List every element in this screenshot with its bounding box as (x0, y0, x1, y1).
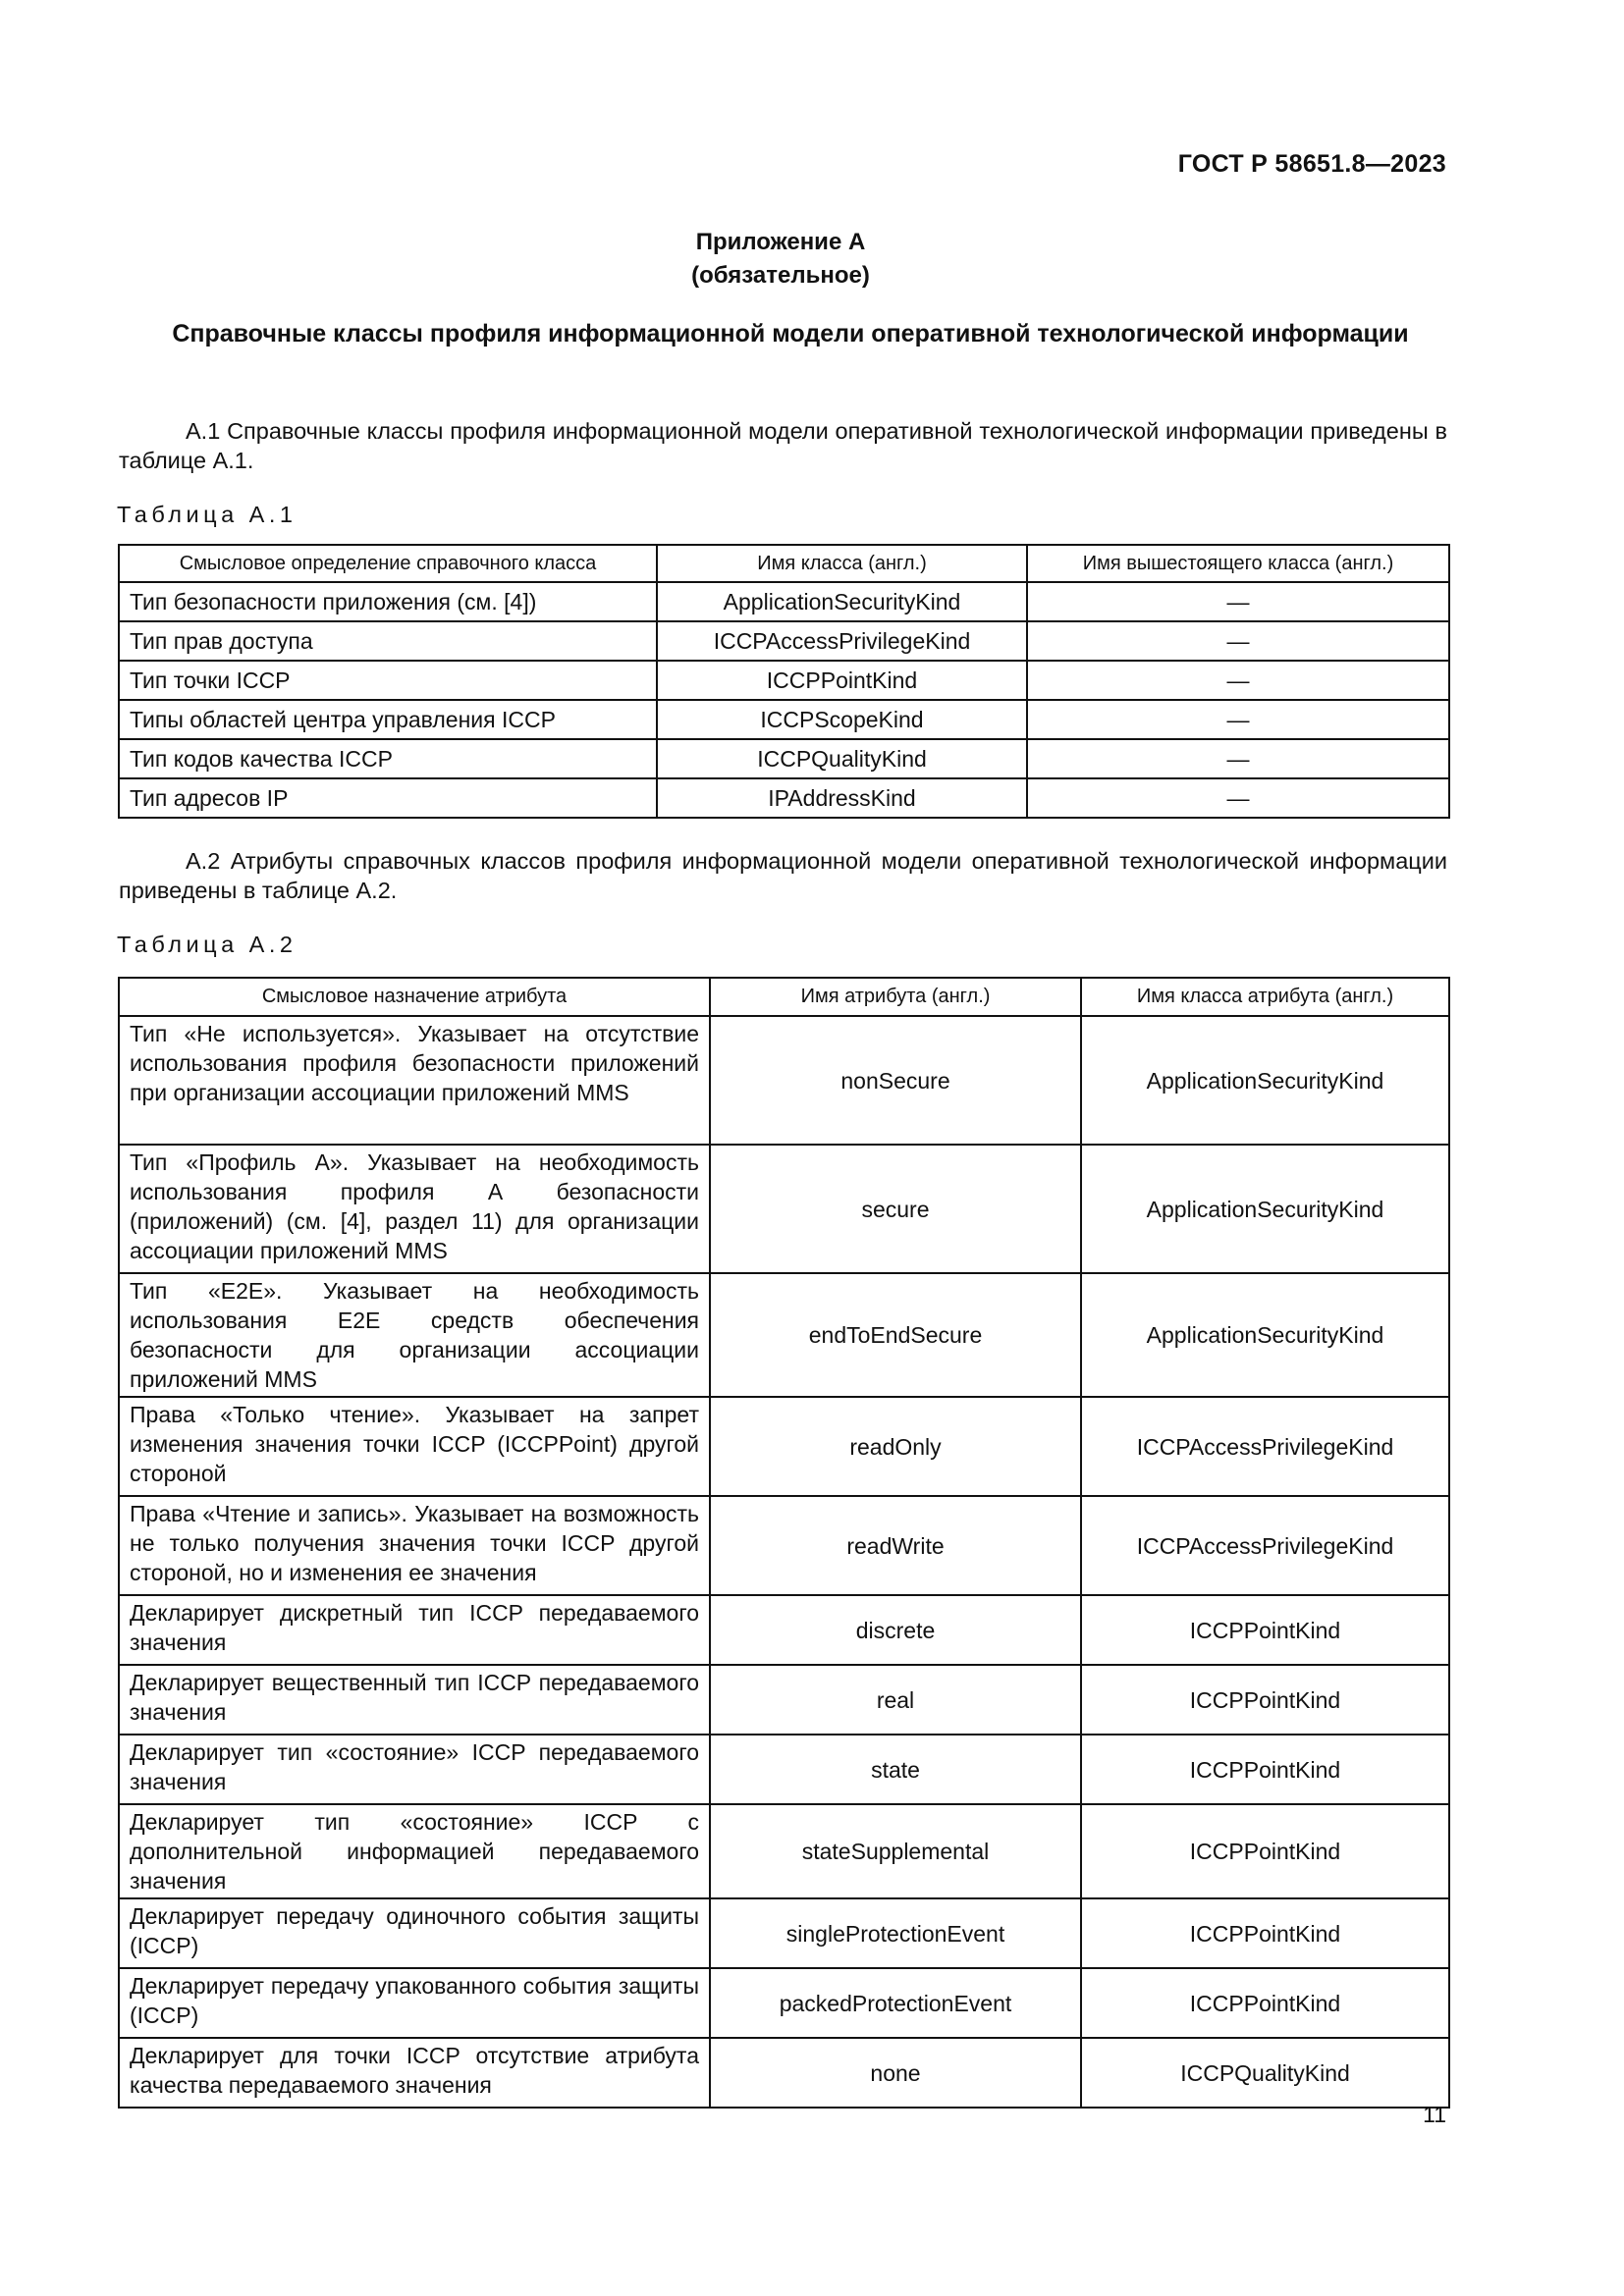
table-row (119, 621, 1449, 661)
class-name-cell: ICCPAccessPrivilegeKind (657, 621, 1027, 661)
attribute-description-cell: Декларирует дискретный тип ICCP передаваемого значения (119, 1595, 710, 1665)
table-row (119, 1496, 1449, 1595)
paragraph-a1: А.1 Справочные классы профиля информационной модели оперативной технологической информации приведены в таблице А.1. (119, 418, 1447, 473)
table-row (119, 1397, 1449, 1496)
attribute-class-cell: ICCPPointKind (1081, 1804, 1449, 1898)
paragraph-a2: А.2 Атрибуты справочных классов профиля информационной модели оперативной технологической информации приведены в таблице А.2. (119, 848, 1447, 903)
table-row (119, 1804, 1449, 1898)
table-row (119, 778, 1449, 818)
attribute-class-cell: ApplicationSecurityKind (1081, 1016, 1449, 1145)
parent-class-cell: — (1027, 778, 1449, 818)
table-a2 (118, 977, 1450, 2109)
table-row (119, 2038, 1449, 2108)
class-definition-cell: Тип кодов качества ICCP (119, 739, 657, 778)
table-row (119, 1016, 1449, 1145)
table-row (119, 1665, 1449, 1735)
annex-label: Приложение А (695, 229, 866, 255)
attribute-class-cell: ApplicationSecurityKind (1081, 1273, 1449, 1397)
attribute-name-cell: readWrite (710, 1496, 1081, 1595)
attribute-description-cell: Декларирует передачу упакованного события защиты (ICCP) (119, 1968, 710, 2038)
class-definition-cell: Тип безопасности приложения (см. [4]) (119, 582, 657, 621)
class-name-cell: ICCPPointKind (657, 661, 1027, 700)
class-name-cell: ApplicationSecurityKind (657, 582, 1027, 621)
attribute-description-cell: Тип «Профиль А». Указывает на необходимость использования профиля А безопасности (приложений) (см. [4], раздел 11) для организации ассоциации приложений MMS (119, 1145, 710, 1273)
column-header: Имя вышестоящего класса (англ.) (1027, 545, 1449, 582)
parent-class-cell: — (1027, 621, 1449, 661)
class-definition-cell: Тип точки ICCP (119, 661, 657, 700)
attribute-description-cell: Тип «Не используется». Указывает на отсутствие использования профиля безопасности приложений при организации ассоциации приложений MMS (119, 1016, 710, 1145)
table-a2-caption: Таблица А.2 (117, 932, 298, 957)
attribute-description-cell: Декларирует передачу одиночного события защиты (ICCP) (119, 1898, 710, 1968)
annex-title: Справочные классы профиля информационной модели оперативной технологической информации (172, 320, 1409, 347)
table-row (119, 700, 1449, 739)
class-definition-cell: Типы областей центра управления ICCP (119, 700, 657, 739)
annex-status: (обязательное) (691, 262, 870, 289)
attribute-class-cell: ICCPPointKind (1081, 1968, 1449, 2038)
parent-class-cell: — (1027, 739, 1449, 778)
column-header: Имя атрибута (англ.) (710, 978, 1081, 1016)
column-header: Смысловое определение справочного класса (119, 545, 657, 582)
column-header: Имя класса (англ.) (657, 545, 1027, 582)
table-row (119, 1145, 1449, 1273)
class-name-cell: ICCPScopeKind (657, 700, 1027, 739)
column-header: Имя класса атрибута (англ.) (1081, 978, 1449, 1016)
attribute-description-cell: Декларирует тип «состояние» ICCP передаваемого значения (119, 1735, 710, 1804)
attribute-name-cell: readOnly (710, 1397, 1081, 1496)
attribute-class-cell: ICCPAccessPrivilegeKind (1081, 1496, 1449, 1595)
attribute-name-cell: secure (710, 1145, 1081, 1273)
document-code: ГОСТ Р 58651.8—2023 (1177, 150, 1446, 178)
parent-class-cell: — (1027, 582, 1449, 621)
attribute-class-cell: ApplicationSecurityKind (1081, 1145, 1449, 1273)
annex-heading (118, 226, 1443, 293)
attribute-name-cell: none (710, 2038, 1081, 2108)
attribute-description-cell: Права «Чтение и запись». Указывает на возможность не только получения значения точки ICCP другой стороной, но и изменения ее значения (119, 1496, 710, 1595)
table-row (119, 1968, 1449, 2038)
column-header: Смысловое назначение атрибута (119, 978, 710, 1016)
attribute-class-cell: ICCPPointKind (1081, 1595, 1449, 1665)
parent-class-cell: — (1027, 661, 1449, 700)
parent-class-cell: — (1027, 700, 1449, 739)
attribute-description-cell: Декларирует для точки ICCP отсутствие атрибута качества передаваемого значения (119, 2038, 710, 2108)
attribute-description-cell: Декларирует тип «состояние» ICCP с дополнительной информацией передаваемого значения (119, 1804, 710, 1898)
table-header-row (119, 978, 1449, 1016)
table-a1 (118, 544, 1450, 819)
table-row (119, 1735, 1449, 1804)
page-number: 11 (1423, 2102, 1446, 2127)
table-row (119, 582, 1449, 621)
attribute-class-cell: ICCPPointKind (1081, 1665, 1449, 1735)
attribute-description-cell: Декларирует вещественный тип ICCP передаваемого значения (119, 1665, 710, 1735)
class-name-cell: ICCPQualityKind (657, 739, 1027, 778)
table-row (119, 1273, 1449, 1397)
class-definition-cell: Тип прав доступа (119, 621, 657, 661)
table-row (119, 739, 1449, 778)
attribute-name-cell: real (710, 1665, 1081, 1735)
table-header-row (119, 545, 1449, 582)
table-row (119, 1898, 1449, 1968)
table-a1-caption: Таблица А.1 (117, 502, 298, 527)
attribute-name-cell: discrete (710, 1595, 1081, 1665)
attribute-description-cell: Тип «Е2Е». Указывает на необходимость использования Е2Е средств обеспечения безопасности для организации ассоциации приложений MMS (119, 1273, 710, 1397)
attribute-class-cell: ICCPPointKind (1081, 1735, 1449, 1804)
attribute-name-cell: stateSupplemental (710, 1804, 1081, 1898)
attribute-name-cell: state (710, 1735, 1081, 1804)
class-definition-cell: Тип адресов IP (119, 778, 657, 818)
class-name-cell: IPAddressKind (657, 778, 1027, 818)
attribute-class-cell: ICCPPointKind (1081, 1898, 1449, 1968)
attribute-name-cell: singleProtectionEvent (710, 1898, 1081, 1968)
table-row (119, 661, 1449, 700)
attribute-class-cell: ICCPQualityKind (1081, 2038, 1449, 2108)
attribute-name-cell: endToEndSecure (710, 1273, 1081, 1397)
attribute-description-cell: Права «Только чтение». Указывает на запрет изменения значения точки ICCP (ICCPPoint) другой стороной (119, 1397, 710, 1496)
attribute-name-cell: packedProtectionEvent (710, 1968, 1081, 2038)
table-row (119, 1595, 1449, 1665)
attribute-name-cell: nonSecure (710, 1016, 1081, 1145)
attribute-class-cell: ICCPAccessPrivilegeKind (1081, 1397, 1449, 1496)
